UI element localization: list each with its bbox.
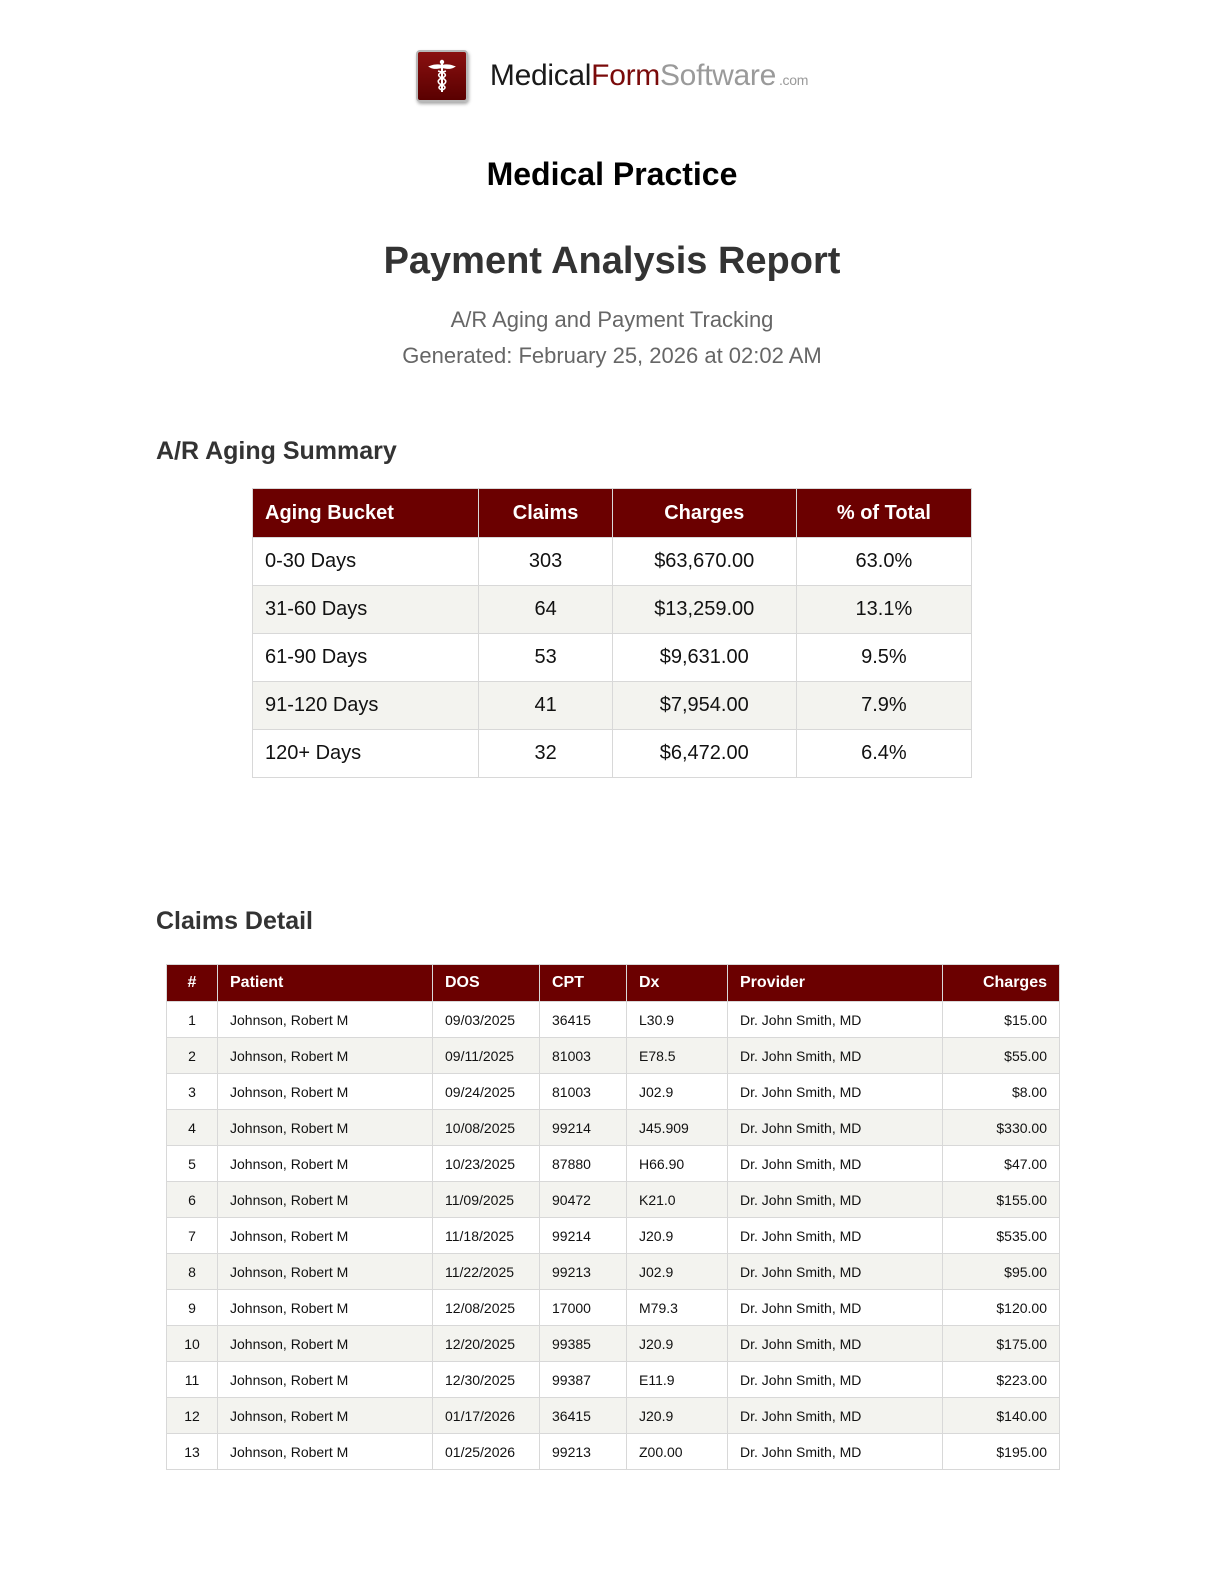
claim-patient: Johnson, Robert M: [218, 1290, 433, 1326]
claim-charges: $55.00: [943, 1038, 1060, 1074]
claim-dx: L30.9: [627, 1002, 728, 1038]
claim-cpt: 99387: [540, 1362, 627, 1398]
table-row: [167, 1218, 1060, 1254]
claim-dx: J20.9: [627, 1398, 728, 1434]
claim-provider: Dr. John Smith, MD: [728, 1182, 943, 1218]
claims-section-title: Claims Detail: [156, 907, 314, 935]
claim-patient: Johnson, Robert M: [218, 1074, 433, 1110]
claim-cpt: 99213: [540, 1254, 627, 1290]
table-row: [167, 1398, 1060, 1434]
claim-charges: $155.00: [943, 1182, 1060, 1218]
aging-claims: 41: [479, 682, 612, 730]
claim-dx: Z00.00: [627, 1434, 728, 1470]
claim-dos: 01/25/2026: [433, 1434, 540, 1470]
claim-cpt: 81003: [540, 1074, 627, 1110]
col-provider: Provider: [728, 965, 943, 1002]
aging-bucket: 61-90 Days: [253, 634, 479, 682]
claim-charges: $330.00: [943, 1110, 1060, 1146]
claim-cpt: 90472: [540, 1182, 627, 1218]
claim-patient: Johnson, Robert M: [218, 1110, 433, 1146]
claim-number: 5: [167, 1146, 218, 1182]
claim-cpt: 36415: [540, 1398, 627, 1434]
claim-number: 12: [167, 1398, 218, 1434]
aging-percent: 63.0%: [796, 538, 971, 586]
aging-claims: 53: [479, 634, 612, 682]
aging-bucket: 91-120 Days: [253, 682, 479, 730]
claim-patient: Johnson, Robert M: [218, 1398, 433, 1434]
claim-dx: J02.9: [627, 1074, 728, 1110]
claim-charges: $95.00: [943, 1254, 1060, 1290]
table-row: [167, 1434, 1060, 1470]
col-claims: Claims: [479, 489, 612, 538]
col-charges: Charges: [612, 489, 796, 538]
claim-charges: $535.00: [943, 1218, 1060, 1254]
table-row: [167, 1038, 1060, 1074]
aging-charges: $13,259.00: [612, 586, 796, 634]
report-title: Payment Analysis Report: [383, 240, 841, 282]
claim-dos: 11/18/2025: [433, 1218, 540, 1254]
table-row: [167, 1182, 1060, 1218]
claim-provider: Dr. John Smith, MD: [728, 1110, 943, 1146]
brand-wordmark: [490, 59, 808, 93]
claim-number: 6: [167, 1182, 218, 1218]
table-row: [253, 730, 972, 778]
claim-number: 3: [167, 1074, 218, 1110]
claim-dos: 11/09/2025: [433, 1182, 540, 1218]
claim-provider: Dr. John Smith, MD: [728, 1038, 943, 1074]
aging-bucket: 0-30 Days: [253, 538, 479, 586]
claim-dx: J02.9: [627, 1254, 728, 1290]
claim-patient: Johnson, Robert M: [218, 1362, 433, 1398]
claim-number: 1: [167, 1002, 218, 1038]
claim-dx: J20.9: [627, 1218, 728, 1254]
aging-charges: $63,670.00: [612, 538, 796, 586]
table-row: [167, 1362, 1060, 1398]
claim-charges: $8.00: [943, 1074, 1060, 1110]
table-row: [167, 1074, 1060, 1110]
claim-dx: M79.3: [627, 1290, 728, 1326]
claim-patient: Johnson, Robert M: [218, 1218, 433, 1254]
brand-logo: [0, 50, 1224, 102]
aging-summary-table: [252, 488, 972, 778]
table-row: [253, 634, 972, 682]
claim-dx: H66.90: [627, 1146, 728, 1182]
aging-bucket: 31-60 Days: [253, 586, 479, 634]
claim-number: 10: [167, 1326, 218, 1362]
claim-number: 11: [167, 1362, 218, 1398]
claim-dos: 12/30/2025: [433, 1362, 540, 1398]
claim-patient: Johnson, Robert M: [218, 1254, 433, 1290]
brand-form: Form: [591, 59, 660, 92]
claim-patient: Johnson, Robert M: [218, 1002, 433, 1038]
table-row: [253, 682, 972, 730]
table-row: [253, 538, 972, 586]
claim-cpt: 99214: [540, 1218, 627, 1254]
table-row: [167, 1254, 1060, 1290]
table-row: [167, 1110, 1060, 1146]
claim-dx: J20.9: [627, 1326, 728, 1362]
claim-cpt: 36415: [540, 1002, 627, 1038]
brand-software: Software: [659, 59, 776, 92]
generated-timestamp: Generated: February 25, 2026 at 02:02 AM: [402, 343, 822, 368]
claim-number: 8: [167, 1254, 218, 1290]
col-percent-total: % of Total: [796, 489, 971, 538]
claim-provider: Dr. John Smith, MD: [728, 1218, 943, 1254]
claim-charges: $140.00: [943, 1398, 1060, 1434]
col-dos: DOS: [433, 965, 540, 1002]
table-row: [167, 1290, 1060, 1326]
table-row: [253, 586, 972, 634]
aging-section-title: A/R Aging Summary: [156, 437, 397, 465]
col-number: #: [167, 965, 218, 1002]
claim-cpt: 87880: [540, 1146, 627, 1182]
claim-cpt: 99214: [540, 1110, 627, 1146]
claim-charges: $223.00: [943, 1362, 1060, 1398]
claim-number: 4: [167, 1110, 218, 1146]
aging-bucket: 120+ Days: [253, 730, 479, 778]
col-dx: Dx: [627, 965, 728, 1002]
claim-charges: $120.00: [943, 1290, 1060, 1326]
claim-number: 7: [167, 1218, 218, 1254]
aging-charges: $6,472.00: [612, 730, 796, 778]
claim-provider: Dr. John Smith, MD: [728, 1290, 943, 1326]
col-aging-bucket: Aging Bucket: [253, 489, 479, 538]
table-row: [167, 1326, 1060, 1362]
col-cpt: CPT: [540, 965, 627, 1002]
col-charges: Charges: [943, 965, 1060, 1002]
claim-number: 2: [167, 1038, 218, 1074]
claim-dos: 10/23/2025: [433, 1146, 540, 1182]
claim-provider: Dr. John Smith, MD: [728, 1326, 943, 1362]
aging-percent: 6.4%: [796, 730, 971, 778]
aging-percent: 7.9%: [796, 682, 971, 730]
claim-patient: Johnson, Robert M: [218, 1038, 433, 1074]
claim-dos: 12/08/2025: [433, 1290, 540, 1326]
claim-charges: $47.00: [943, 1146, 1060, 1182]
claim-number: 13: [167, 1434, 218, 1470]
claim-dos: 12/20/2025: [433, 1326, 540, 1362]
aging-charges: $9,631.00: [612, 634, 796, 682]
claim-dx: J45.909: [627, 1110, 728, 1146]
claim-patient: Johnson, Robert M: [218, 1326, 433, 1362]
claim-provider: Dr. John Smith, MD: [728, 1074, 943, 1110]
aging-claims: 303: [479, 538, 612, 586]
claim-dx: K21.0: [627, 1182, 728, 1218]
claim-provider: Dr. John Smith, MD: [728, 1398, 943, 1434]
claim-charges: $195.00: [943, 1434, 1060, 1470]
claims-header-row: [167, 965, 1060, 1002]
aging-percent: 9.5%: [796, 634, 971, 682]
claim-cpt: 17000: [540, 1290, 627, 1326]
claim-dos: 11/22/2025: [433, 1254, 540, 1290]
claim-patient: Johnson, Robert M: [218, 1434, 433, 1470]
claim-cpt: 99213: [540, 1434, 627, 1470]
claim-dos: 09/24/2025: [433, 1074, 540, 1110]
report-subtitle: A/R Aging and Payment Tracking: [450, 307, 774, 332]
col-patient: Patient: [218, 965, 433, 1002]
claim-provider: Dr. John Smith, MD: [728, 1434, 943, 1470]
caduceus-icon: [416, 50, 468, 102]
claim-charges: $15.00: [943, 1002, 1060, 1038]
claim-patient: Johnson, Robert M: [218, 1146, 433, 1182]
claim-patient: Johnson, Robert M: [218, 1182, 433, 1218]
aging-charges: $7,954.00: [612, 682, 796, 730]
claim-provider: Dr. John Smith, MD: [728, 1254, 943, 1290]
claim-dx: E11.9: [627, 1362, 728, 1398]
brand-com: .com: [778, 72, 809, 88]
aging-percent: 13.1%: [796, 586, 971, 634]
brand-medical: Medical: [489, 59, 592, 92]
aging-claims: 32: [479, 730, 612, 778]
claim-cpt: 81003: [540, 1038, 627, 1074]
claim-dos: 01/17/2026: [433, 1398, 540, 1434]
claim-provider: Dr. John Smith, MD: [728, 1362, 943, 1398]
claim-dos: 09/11/2025: [433, 1038, 540, 1074]
aging-header-row: [253, 489, 972, 538]
claim-number: 9: [167, 1290, 218, 1326]
aging-claims: 64: [479, 586, 612, 634]
table-row: [167, 1002, 1060, 1038]
claim-cpt: 99385: [540, 1326, 627, 1362]
claim-dos: 09/03/2025: [433, 1002, 540, 1038]
claim-provider: Dr. John Smith, MD: [728, 1002, 943, 1038]
claim-dx: E78.5: [627, 1038, 728, 1074]
practice-name: Medical Practice: [486, 156, 738, 192]
table-row: [167, 1146, 1060, 1182]
claim-charges: $175.00: [943, 1326, 1060, 1362]
claims-detail-table: [166, 964, 1060, 1470]
claim-dos: 10/08/2025: [433, 1110, 540, 1146]
claim-provider: Dr. John Smith, MD: [728, 1146, 943, 1182]
